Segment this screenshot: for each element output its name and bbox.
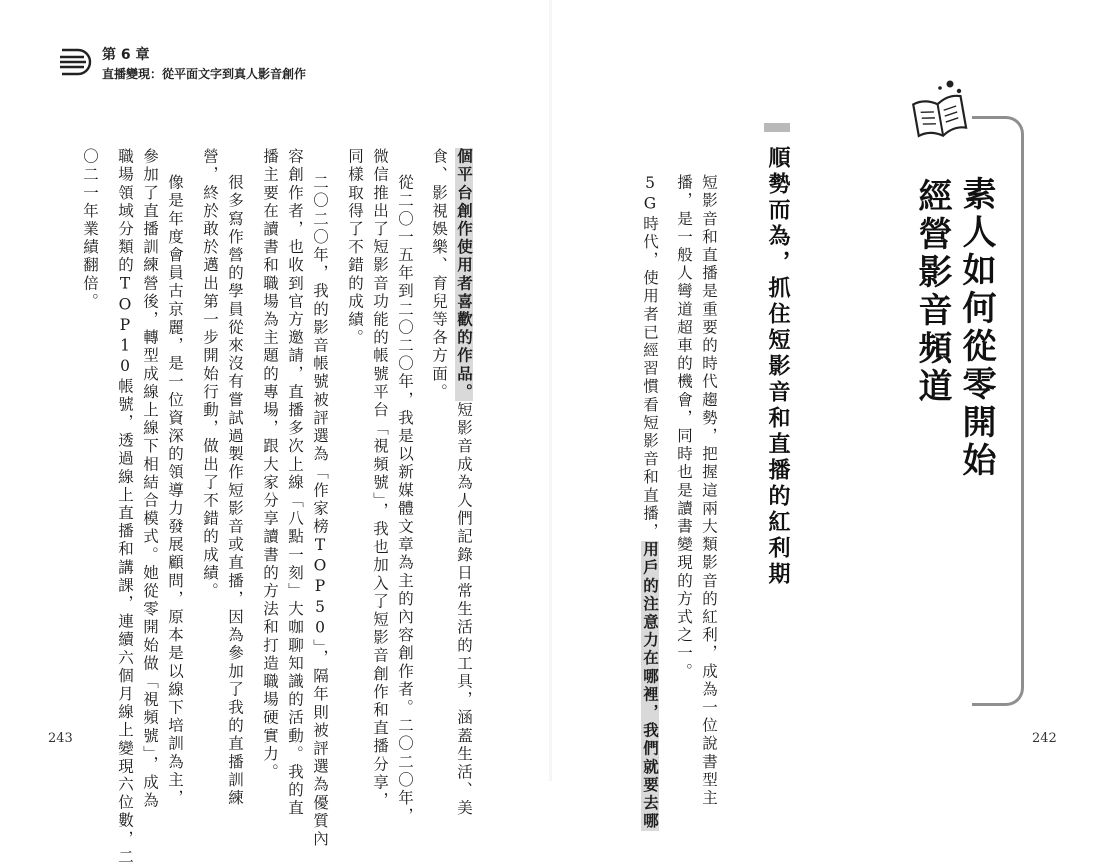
left-col-9: 很多寫作營的學員從來沒有嘗試過製作短影音或直播，因為參加了我的直播訓練 [226, 174, 244, 808]
left-col-7: 容創作者，也收到官方邀請，直播多次上線「八點一刻」大咖聊知識的活動。我的直 [286, 148, 304, 818]
section-title-line-2: 經營影音頻道 [912, 178, 952, 406]
subheading: 順勢而為，抓住短影音和直播的紅利期 [765, 146, 790, 588]
left-col-8: 播主要在讀書和職場為主題的專場，跟大家分享讀書的方法和打造職場硬實力。 [261, 148, 279, 782]
open-book-icon [910, 78, 972, 140]
page-number-left: 243 [48, 731, 73, 746]
page-number-right: 242 [1032, 731, 1057, 746]
book-gutter [549, 0, 552, 781]
right-para1-line1: 短影音和直播是重要的時代趨勢，把握這兩大類影音的紅利，成為一位說書型主 [700, 174, 718, 808]
left-col-3: 從二〇一五年到二〇二〇年，我是以新媒體文章為主的內容創作者。二〇二〇年， [396, 174, 414, 826]
chapter-subtitle: 直播變現：從平面文字到真人影音創作 [102, 67, 307, 81]
left-col-13: 職場領域分類的TOP10帳號，透過線上直播和講課，連續六個月線上變現六位數，二 [116, 148, 134, 866]
left-col-6: 二〇二〇年，我的影音帳號被評選為「作家榜TOP50」，隔年則被評選為優質內 [311, 174, 329, 849]
left-col-2: 食、影視娛樂、育兒等各方面。 [430, 148, 448, 402]
right-para2-highlight: 用戶的注意力在哪裡，我們就要去哪 [641, 541, 659, 831]
left-col-5: 同樣取得了不錯的成績。 [346, 148, 364, 348]
left-col-10: 營，終於敢於邁出第一步開始行動，做出了不錯的成績。 [201, 148, 219, 601]
left-col-12: 參加了直播訓練營後，轉型成線上線下相結合模式。她從零開始做「視頻號」，成為 [141, 148, 159, 810]
left-col-11: 像是年度會員古京麗，是一位資深的領導力發展顧問，原本是以線下培訓為主， [166, 174, 184, 808]
chapter-menu-icon [58, 46, 94, 78]
right-para2-line1 [641, 174, 659, 831]
subheading-marker [764, 123, 790, 132]
left-col-14: 〇二一年業績翻倍。 [81, 148, 99, 311]
left-col-4: 微信推出了短影音功能的帳號平台「視頻號」，我也加入了短影音創作和直播分享， [371, 148, 389, 810]
right-para2-plain: 5G時代，使用者已經習慣看短影音和直播， [641, 174, 659, 541]
section-title-line-1: 素人如何從零開始 [956, 176, 996, 480]
chapter-label: 第 6 章 [102, 47, 150, 63]
left-col-1-highlight: 個平台創作使用者喜歡的作品。 [455, 148, 473, 402]
left-col-1-plain: 短影音成為人們記錄日常生活的工具，涵蓋生活、美 [455, 401, 473, 818]
left-col-1 [455, 148, 473, 818]
right-para1-line2: 播，是一般人彎道超車的機會，同時也是讀書變現的方式之一。 [675, 174, 693, 681]
